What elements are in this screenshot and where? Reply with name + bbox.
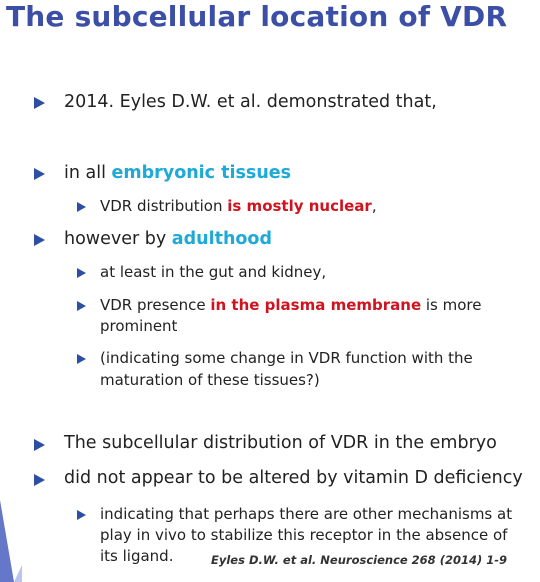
sub-bullet-gut-kidney: at least in the gut and kidney, [100, 263, 327, 281]
highlight-adulthood: adulthood [171, 229, 272, 249]
bullet-vitamin-d-deficiency: did not appear to be altered by vitamin D deficiency [64, 468, 523, 488]
sub-bullet-text-end: is more [421, 296, 482, 314]
bullet-marker [34, 234, 45, 246]
sub-bullet-marker [77, 202, 86, 212]
bullet-text: in all [64, 163, 112, 183]
bullet-embryonic-tissues [64, 163, 291, 183]
slide-title: The subcellular location of VDR [6, 0, 508, 33]
sub-bullet-mechanisms-line3: its ligand. [100, 547, 174, 565]
sub-bullet-marker [77, 268, 86, 278]
sub-bullet-text-end: , [371, 197, 377, 215]
sub-bullet-text: VDR presence [100, 296, 211, 314]
sub-bullet-mechanisms-line2: play in vivo to stabilize this receptor in the absence of [100, 526, 508, 544]
bullet-marker [34, 168, 45, 180]
sub-bullet-plasma-membrane [100, 295, 482, 316]
bullet-subcellular-distribution: The subcellular distribution of VDR in the embryo [64, 433, 497, 453]
bullet-text: however by [64, 229, 172, 249]
sub-bullet-mechanisms-line1: indicating that perhaps there are other mechanisms at [100, 505, 513, 523]
sub-bullet-plasma-membrane-line2: prominent [100, 317, 178, 335]
decorative-blue-wedge-light [14, 565, 22, 582]
citation: Eyles D.W. et al. Neuroscience 268 (2014) 1-9 [211, 553, 507, 567]
sub-bullet-vdr-function-line2: maturation of these tissues?) [100, 371, 320, 389]
decorative-blue-wedge [0, 500, 14, 582]
bullet-marker [34, 474, 45, 486]
bullet-marker [34, 97, 45, 109]
highlight-embryonic-tissues: embryonic tissues [111, 163, 292, 183]
bullet-adulthood [64, 229, 272, 249]
sub-bullet-marker [77, 510, 86, 520]
highlight-plasma-membrane: in the plasma membrane [210, 296, 422, 314]
bullet-2014-eyles: 2014. Eyles D.W. et al. demonstrated that, [64, 92, 437, 112]
sub-bullet-marker [77, 301, 86, 311]
bullet-marker [34, 439, 45, 451]
sub-bullet-text: VDR distribution [100, 197, 228, 215]
highlight-mostly-nuclear: is mostly nuclear [227, 197, 372, 215]
sub-bullet-vdr-function-line1: (indicating some change in VDR function with the [100, 349, 473, 367]
sub-bullet-vdr-distribution [100, 196, 377, 217]
sub-bullet-marker [77, 354, 86, 364]
